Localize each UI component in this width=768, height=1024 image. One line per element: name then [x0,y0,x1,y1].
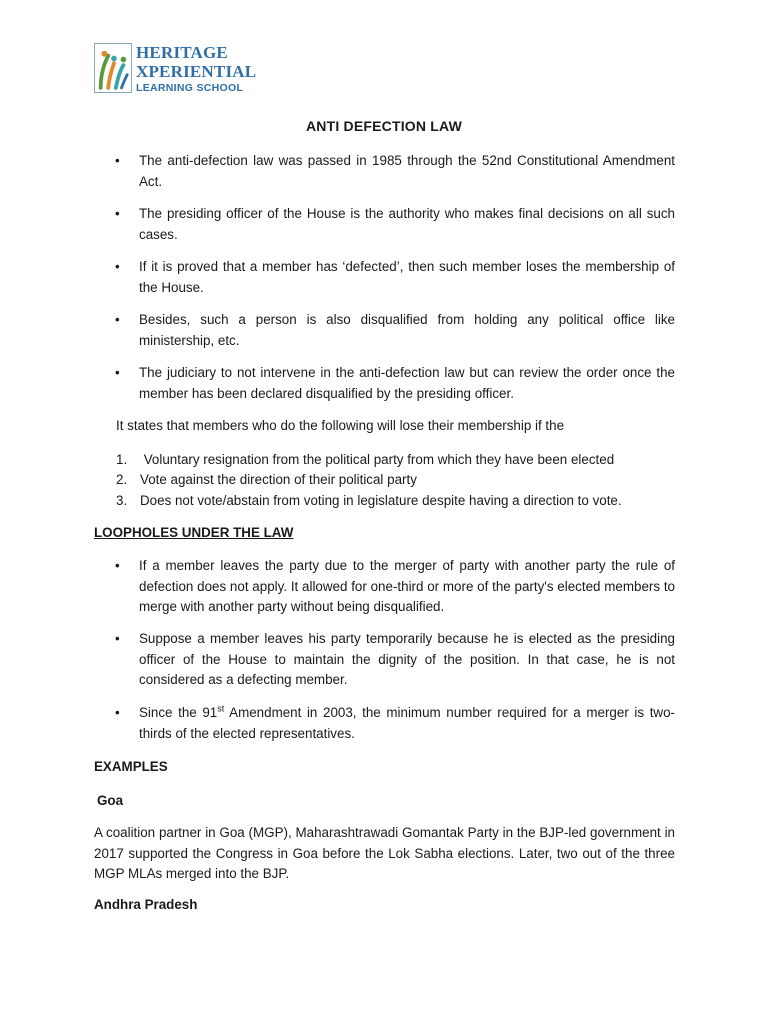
bullet-text: The judiciary to not intervene in the anti-defection law but can review the order once the member has been declared disqualified by the presiding officer. [139,365,675,401]
bullet-icon: • [115,558,120,573]
list-item [115,556,675,618]
bullet-text: The presiding officer of the House is the authority who makes final decisions on all such cases. [139,206,675,242]
numbered-item [116,450,676,470]
logo-line-xperiential: XPERIENTIAL [136,62,257,81]
amendment-text-after: Amendment in 2003, the minimum number required for a merger is two-thirds of the elected representatives. [139,705,675,741]
list-item [115,310,675,351]
amendment-text-before: Since the 91 [139,705,218,720]
bullet-icon: • [115,206,120,221]
bullet-text: Suppose a member leaves his party temporarily because he is elected as the presiding officer of the House to maintain the dignity of the position. In that case, he is not considered as a defecting member. [139,631,675,687]
goa-heading: Goa [97,793,124,808]
bullet-icon: • [115,365,120,380]
school-logo [94,43,256,94]
item-number: 2. [116,472,128,487]
bullet-text: If it is proved that a member has ‘defected’, then such member loses the membership of the House. [139,259,675,295]
logo-line-learning-school: LEARNING SCHOOL [136,82,244,94]
item-text: Vote against the direction of their political party [140,472,417,487]
list-item [115,151,675,192]
bullet-icon: • [115,631,120,646]
examples-heading: EXAMPLES [94,759,168,774]
list-item [115,257,675,298]
bullet-text: Besides, such a person is also disqualified from holding any political office like ministership, etc. [139,312,675,348]
document-title: ANTI DEFECTION LAW [305,118,463,134]
bullet-icon: • [115,259,120,274]
list-item [115,629,675,691]
loopholes-heading: LOOPHOLES UNDER THE LAW [94,525,294,540]
list-item [115,363,675,404]
logo-line-heritage: HERITAGE [136,43,228,62]
item-number: 3. [116,493,128,508]
list-item [115,703,675,744]
school-logo-icon [94,43,132,93]
amendment-superscript: st [217,703,225,714]
numbered-item [116,491,676,511]
bullet-icon: • [115,705,120,720]
logo-wordmark [136,43,256,94]
bullet-text: If a member leaves the party due to the merger of party with another party the rule of defection does not apply. It allowed for one-third or more of the party's elected members to merge with another party without being disqualified. [139,558,675,614]
states-paragraph: It states that members who do the following will lose their membership if the [116,418,565,433]
item-number: 1. [116,452,128,467]
item-text: Voluntary resignation from the political party from which they have been elected [140,452,615,467]
bullet-text: The anti-defection law was passed in 1985 through the 52nd Constitutional Amendment Act. [139,153,675,189]
bullet-icon: • [115,312,120,327]
numbered-item [116,470,676,490]
andhra-heading: Andhra Pradesh [94,897,198,912]
goa-paragraph: A coalition partner in Goa (MGP), Maharashtrawadi Gomantak Party in the BJP-led government in 2017 supported the Congress in Goa before the Lok Sabha elections. Later, two out of the three MGP MLAs merged into the BJP. [94,825,675,881]
bullet-text [139,703,675,744]
list-item [115,204,675,245]
bullet-icon: • [115,153,120,168]
item-text: Does not vote/abstain from voting in legislature despite having a direction to vote. [140,493,622,508]
